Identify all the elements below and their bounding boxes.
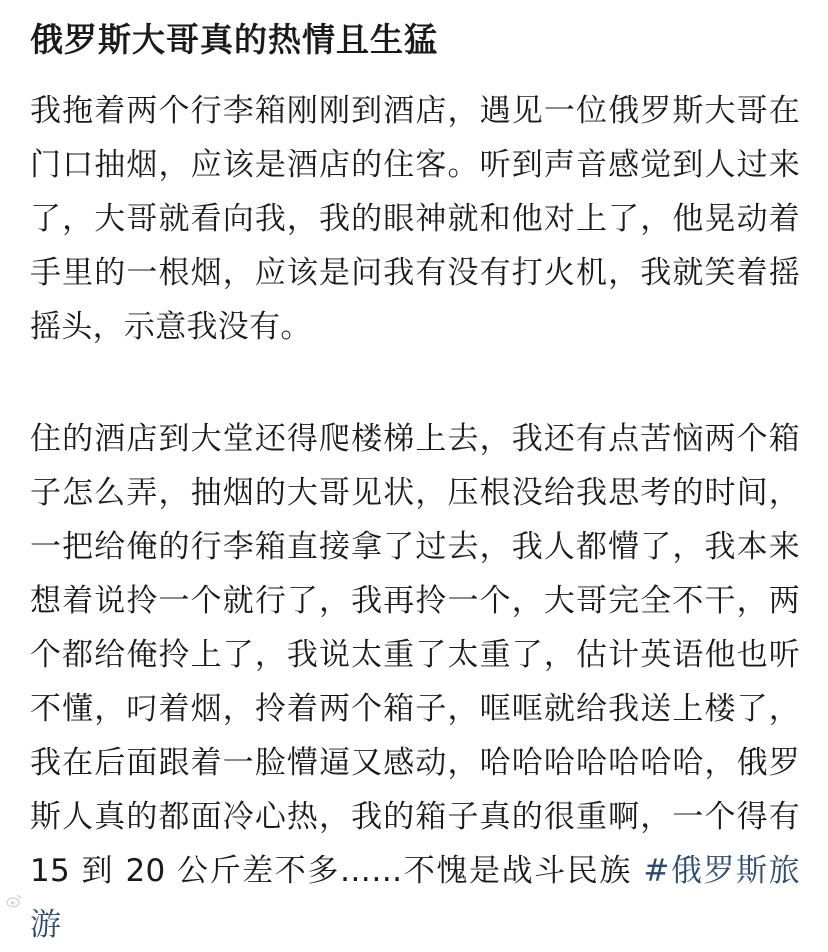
watermark [6, 893, 22, 909]
hashtag-link[interactable]: #俄罗斯旅游 [30, 853, 800, 943]
post-paragraph-1: 我拖着两个行李箱刚刚到酒店，遇见一位俄罗斯大哥在门口抽烟，应该是酒店的住客。听到声音感觉到人过来了，大哥就看向我，我的眼神就和他对上了，他晃动着手里的一根烟，应该是问我有没有打火机，我就笑着摇摇头，示意我没有。 [30, 93, 800, 345]
post-title: 俄罗斯大哥真的热情且生猛 [30, 20, 438, 59]
paragraph-spacer [30, 354, 800, 412]
post-paragraph-2-text: 住的酒店到大堂还得爬楼梯上去，我还有点苦恼两个箱子怎么弄，抽烟的大哥见状，压根没给我思考的时间，一把给俺的行李箱直接拿了过去，我人都懵了，我本来想着说拎一个就行了，我再拎一个，大哥完全不干，两个都给俺拎上了，我说太重了太重了，估计英语他也听不懂，叼着烟，拎着两个箱子，哐哐就给我送上楼了，我在后面跟着一脸懵逼又感动，哈哈哈哈哈哈哈，俄罗斯人真的都面冷心热，我的箱子真的很重啊，一个得有 15 到 20 公斤差不多……不愧是战斗民族 [30, 421, 800, 889]
post-content [30, 14, 800, 952]
post-paragraph-2 [30, 412, 800, 952]
weibo-logo-icon [6, 893, 22, 909]
